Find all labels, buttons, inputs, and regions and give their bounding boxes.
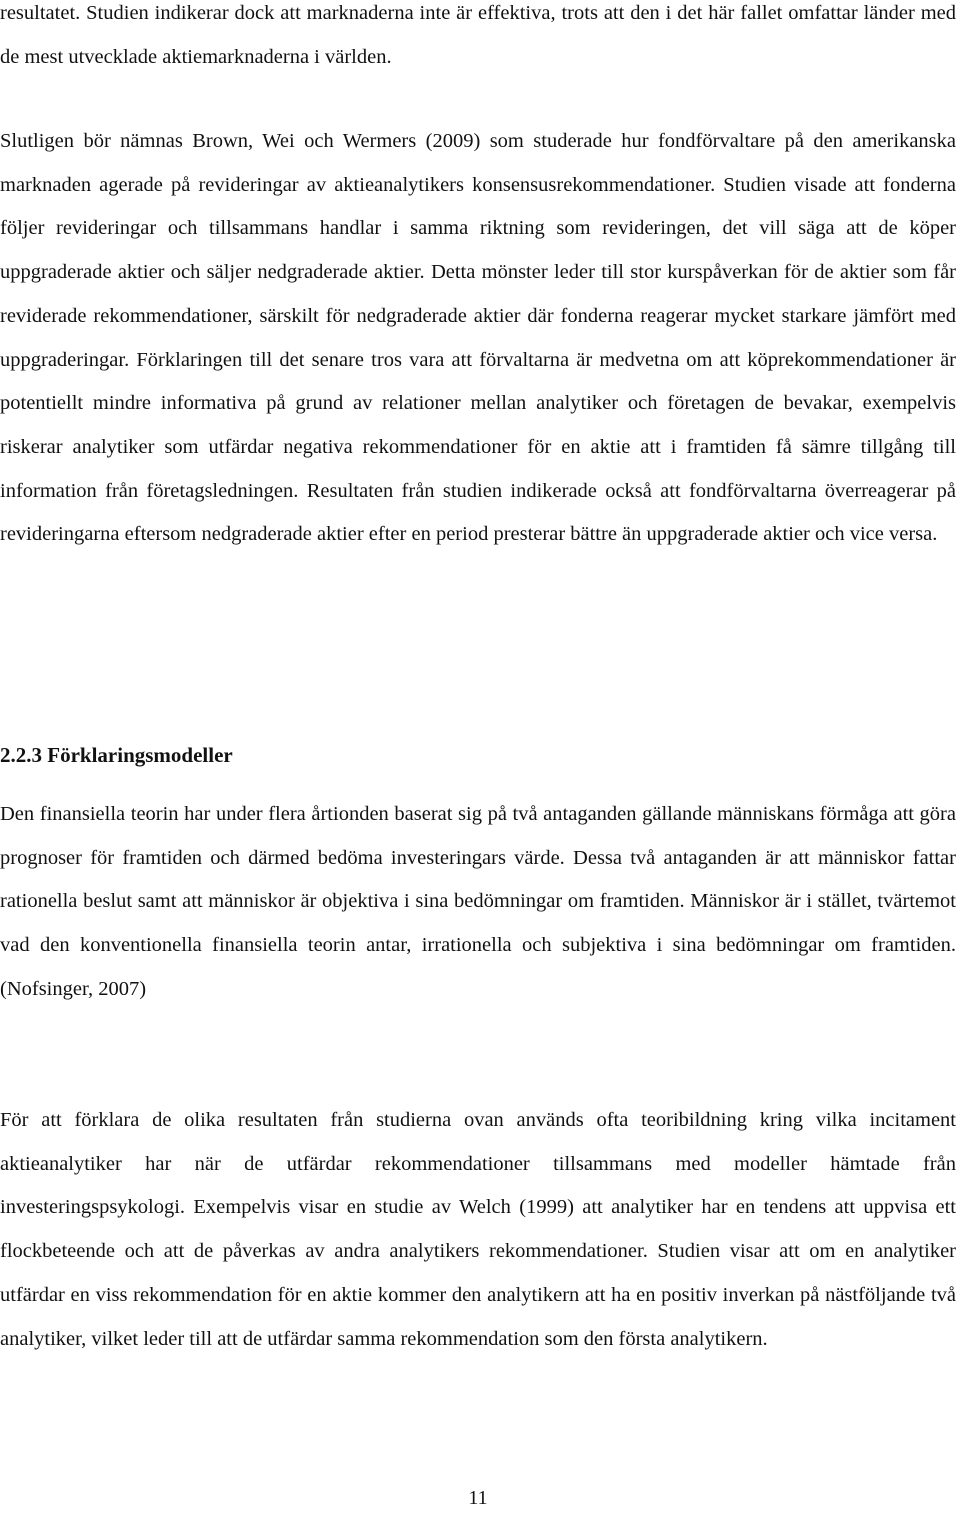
page-number: 11	[468, 1487, 488, 1509]
paragraph-financial-theory: Den finansiella teorin har under flera årtionden baserat sig på två antaganden gällande människans förmåga att göra prognoser för framtiden och därmed bedöma investeringars värde. Dessa två antaganden är att människor fattar rationella beslut samt att människor är objektiva i sina bedömningar om framtiden. Människor är i stället, tvärtemot vad den konventionella finansiella teorin antar, irrationella och subjektiva i sina bedömningar om framtiden. (Nofsinger, 2007)	[0, 803, 956, 1000]
paragraph-brown-wei-wermers: Slutligen bör nämnas Brown, Wei och Wermers (2009) som studerade hur fondförvaltare på den amerikanska marknaden agerade på revideringar av aktieanalytikers konsensusrekommendationer. Studien visade att fonderna följer revideringar och tillsammans handlar i samma riktning som revideringen, det vill säga att de köper uppgraderade aktier och säljer nedgraderade aktier. Detta mönster leder till stor kurspåverkan för de aktier som får reviderade rekommendationer, särskilt för nedgraderade aktier där fonderna reagerar mycket starkare jämfört med uppgraderingar. Förklaringen till det senare tros vara att förvaltarna är medvetna om att köprekommendationer är potentiellt mindre informativa på grund av relationer mellan analytiker och företagen de bevakar, exempelvis riskerar analytiker som utfärdar negativa rekommendationer för en aktie att i framtiden få sämre tillgång till information från företagsledningen. Resultaten från studien indikerade också att fondförvaltarna överreagerar på revideringarna eftersom nedgraderade aktier efter en period presterar bättre än uppgraderade aktier och vice versa.	[0, 130, 956, 546]
paragraph-continued-results: resultatet. Studien indikerar dock att marknaderna inte är effektiva, trots att den i det här fallet omfattar länder med de mest utvecklade aktiemarknaderna i världen.	[0, 2, 956, 68]
paragraph-explanations: För att förklara de olika resultaten från studierna ovan används ofta teoribildning kring vilka incitament aktieanalytiker har när de utfärdar rekommendationer tillsammans med modeller hämtade från investeringspsykologi. Exempelvis visar en studie av Welch (1999) att analytiker har en tendens att uppvisa ett flockbeteende och att de påverkas av andra analytikers rekommendationer. Studien visar att om en analytiker utfärdar en viss rekommendation för en aktie kommer den analytikern att ha en positiv inverkan på nästföljande två analytiker, vilket leder till att de utfärdar samma rekommendation som den första analytikern.	[0, 1109, 956, 1350]
section-heading: 2.2.3 Förklaringsmodeller	[0, 743, 233, 767]
